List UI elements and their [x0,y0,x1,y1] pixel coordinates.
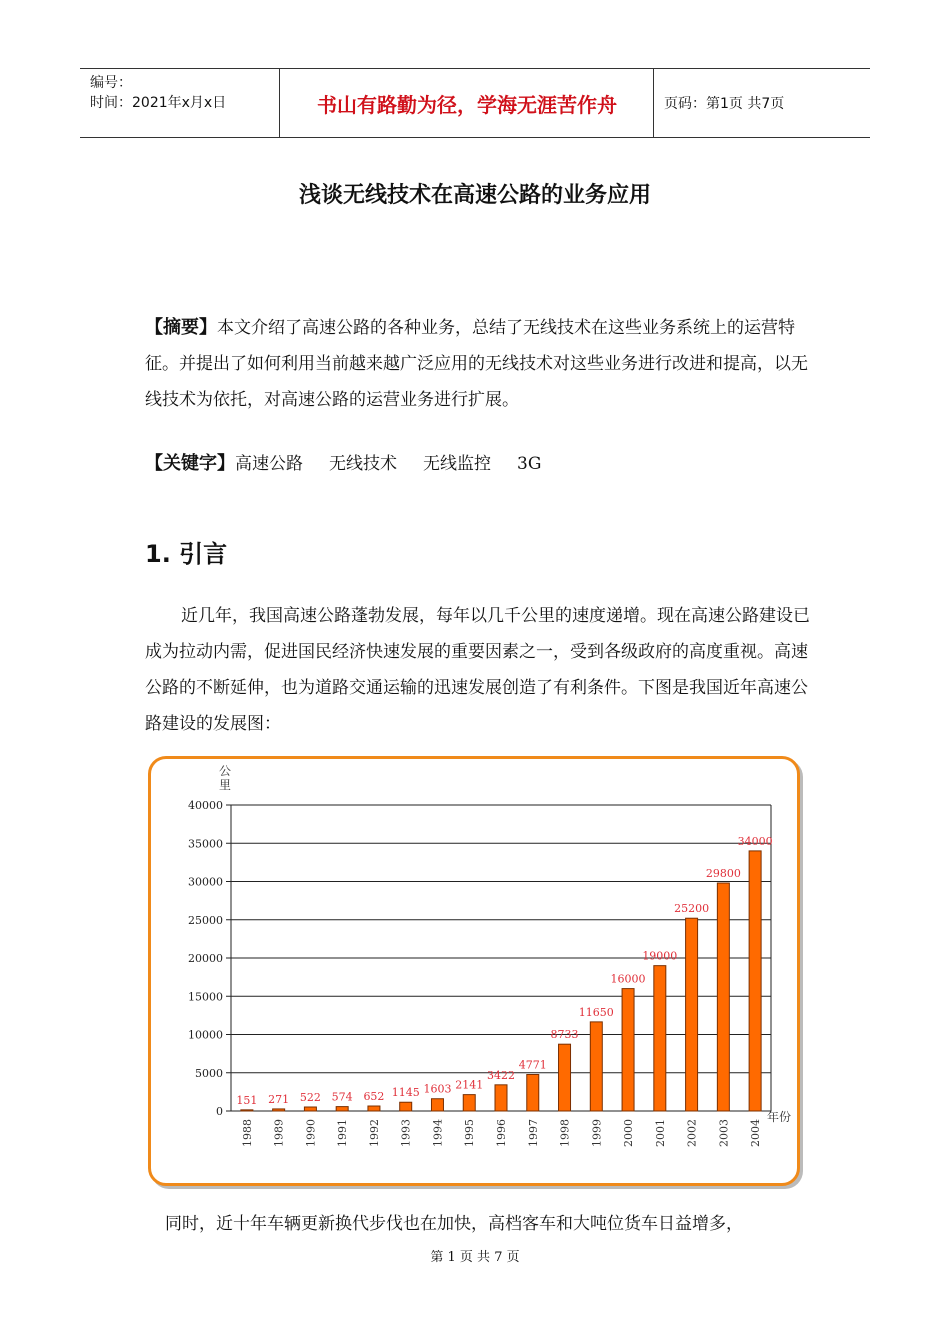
header-motto: 书山有路勤为径，学海无涯苦作舟 [281,69,654,137]
header-meta [80,69,280,137]
y-axis-label: 里 [218,778,232,792]
x-tick-label: 1998 [558,1119,572,1147]
chart-svg [151,759,797,1183]
page-header [80,68,870,138]
keyword: 3G [517,454,542,474]
x-tick-label: 2001 [653,1119,667,1147]
header-page-code: 页码：第1页 共7页 [664,96,785,112]
bar [622,989,634,1111]
x-tick-label: 1991 [336,1119,350,1147]
continuation-line: 同时，近十年车辆更新换代步伐也在加快，高档客车和大吨位货车日益增多， [165,1214,743,1234]
keywords-paragraph [145,446,810,482]
bar [749,851,761,1111]
x-tick-label: 1994 [431,1119,445,1147]
data-label: 652 [363,1090,385,1104]
intro-paragraph: 近几年，我国高速公路蓬勃发展，每年以几千公里的速度递增。现在高速公路建设已成为拉动内需，促进国民经济快速发展的重要因素之一，受到各级政府的高度重视。高速公路的不断延伸，也为道路交通运输的迅速发展创造了有利条件。下图是我国近年高速公路建设的发展图： [145,606,810,734]
y-tick-label: 0 [216,1105,223,1118]
page-footer: 第 1 页 共 7 页 [430,1250,520,1265]
data-label: 2141 [455,1078,484,1092]
data-label: 3422 [487,1068,515,1082]
x-tick-label: 1990 [304,1119,318,1147]
data-label: 522 [299,1091,321,1105]
x-tick-label: 2003 [717,1119,731,1147]
y-tick-label: 25000 [188,913,223,927]
bar [336,1107,348,1111]
keywords-label: 【关键字】 [145,453,235,474]
x-tick-label: 1993 [399,1119,413,1147]
x-tick-label: 1999 [590,1119,604,1147]
y-tick-label: 40000 [188,799,223,812]
bar [368,1106,380,1111]
x-axis-label: 年份 [767,1110,792,1124]
bar [463,1095,475,1111]
abstract-text: 本文介绍了高速公路的各种业务，总结了无线技术在这些业务系统上的运营特征。并提出了如何利用当前越来越广泛应用的无线技术对这些业务进行改进和提高，以无线技术为依托，对高速公路的运营业务进行扩展。 [145,318,808,410]
x-tick-label: 2000 [622,1119,636,1147]
section-heading: 1. 引言 [145,540,228,568]
x-tick-label: 1988 [240,1119,254,1147]
data-label: 29800 [705,867,741,881]
data-label: 271 [268,1092,290,1106]
bar [241,1110,253,1111]
data-label: 4771 [518,1058,547,1072]
bar [400,1102,412,1111]
y-tick-label: 30000 [188,875,223,889]
data-label: 11650 [578,1005,614,1019]
x-tick-label: 1992 [367,1119,381,1147]
doc-code-label: 编号： [90,75,132,91]
data-label: 1603 [423,1082,452,1096]
y-tick-label: 20000 [188,952,223,965]
document-title: 浅谈无线技术在高速公路的业务应用 [298,183,651,208]
bar [559,1044,571,1111]
bar [495,1085,507,1111]
x-tick-label: 2002 [685,1119,699,1147]
doc-time-label: 时间：2021年x月x日 [90,95,227,111]
y-tick-label: 5000 [195,1066,223,1080]
bar [273,1109,285,1111]
data-label: 1145 [391,1086,420,1100]
bar [717,883,729,1111]
bar [304,1107,316,1111]
data-label: 8733 [550,1028,579,1042]
data-label: 19000 [642,949,678,963]
x-tick-label: 1997 [526,1119,540,1147]
y-axis-label: 公 [218,764,232,778]
data-label: 34000 [737,834,773,848]
x-tick-label: 2004 [749,1119,763,1147]
keyword: 高速公路 [235,454,303,474]
bar [431,1099,443,1111]
x-tick-label: 1989 [272,1119,286,1147]
bar [590,1022,602,1111]
y-tick-label: 10000 [188,1028,223,1042]
data-label: 25200 [674,902,710,916]
keyword: 无线监控 [423,454,491,474]
y-tick-label: 35000 [188,837,223,851]
abstract-label: 【摘要】 [145,317,217,338]
x-tick-label: 1995 [463,1119,477,1147]
bar [654,966,666,1111]
bar [527,1075,539,1111]
data-label: 574 [331,1090,353,1104]
data-label: 16000 [610,972,646,986]
abstract-paragraph [145,310,810,418]
bar [686,918,698,1111]
highway-growth-chart [148,756,800,1186]
keyword: 无线技术 [329,454,397,474]
y-tick-label: 15000 [188,990,223,1004]
data-label: 151 [236,1093,258,1107]
x-tick-label: 1996 [495,1119,508,1147]
